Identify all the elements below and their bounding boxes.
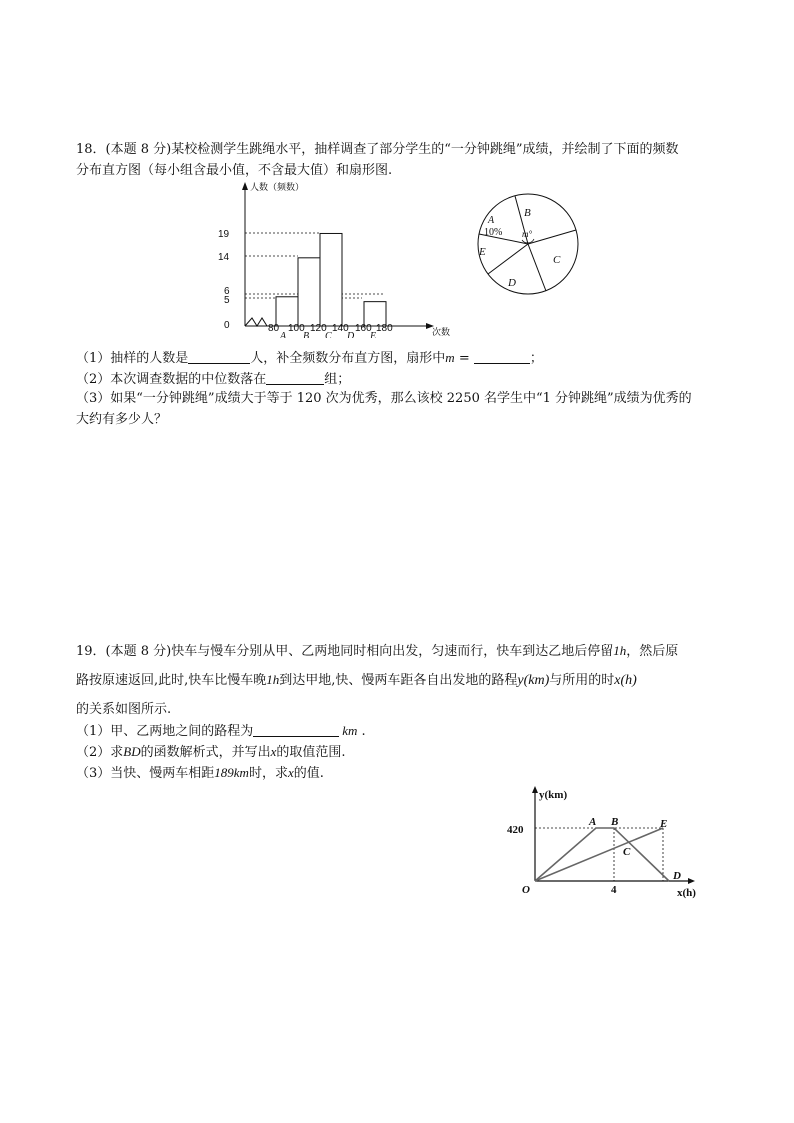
q19-line1 bbox=[76, 644, 678, 658]
q19-line2-x: x(h) bbox=[614, 673, 637, 688]
q18-sub1-prefix: （1）抽样的人数是 bbox=[76, 351, 189, 366]
histogram-bar-c bbox=[320, 233, 342, 326]
graph-x-tick-4: 4 bbox=[611, 884, 617, 896]
pie-label-d: D bbox=[508, 277, 516, 289]
x-tick-100: 100 bbox=[288, 323, 305, 334]
q19-sub1 bbox=[76, 724, 366, 738]
q19-line2-c: 与所用的时 bbox=[549, 673, 615, 688]
pie-divider-b-c bbox=[528, 230, 576, 244]
graph-point-a: A bbox=[589, 816, 597, 828]
graph-y-arrow bbox=[532, 786, 538, 793]
histogram-origin-label: 0 bbox=[224, 320, 230, 331]
graph-x-label: x(h) bbox=[677, 887, 696, 899]
pie-divider-d-c bbox=[528, 244, 546, 291]
q19-line2-y: y(km) bbox=[517, 673, 550, 688]
x-tick-160: 160 bbox=[355, 323, 372, 334]
group-label-a: A bbox=[280, 331, 287, 338]
group-label-d: D bbox=[347, 331, 355, 338]
q19-sub3-prefix: （3）当快、慢两车相距 bbox=[76, 766, 215, 781]
group-label-c: C bbox=[325, 331, 332, 338]
x-tick-180: 180 bbox=[376, 323, 393, 334]
q19-line1-unit: 1h bbox=[613, 643, 627, 658]
q18-sub2-end: 组； bbox=[324, 372, 351, 387]
pie-label-m: m° bbox=[522, 229, 533, 239]
graph-y-tick-420: 420 bbox=[507, 824, 524, 836]
pie-label-e: E bbox=[479, 246, 486, 258]
pie-label-c: C bbox=[553, 254, 561, 266]
q18-blank-median bbox=[266, 372, 324, 385]
q19-line2-unit: 1h bbox=[266, 672, 280, 687]
q18-blank-m bbox=[474, 351, 530, 364]
q19-line3: 的关系如图所示. bbox=[76, 702, 172, 717]
frequency-histogram bbox=[210, 178, 450, 338]
q19-line1-end: ，然后原 bbox=[626, 644, 679, 659]
graph-y-label: y(km) bbox=[539, 789, 568, 801]
y-tick-5: 5 bbox=[224, 295, 230, 306]
graph-x-arrow bbox=[688, 878, 695, 884]
axis-break-zigzag bbox=[245, 318, 267, 326]
q19-sub3-num: 189km bbox=[214, 765, 249, 780]
q19-sub3-end: 的值. bbox=[293, 766, 324, 781]
q18-sub1-middle: 人，补全频数分布直方图，扇形中 bbox=[250, 351, 446, 366]
q19-sub3-middle: 时，求 bbox=[248, 766, 288, 781]
q18-sub2 bbox=[76, 372, 350, 386]
graph-point-c: C bbox=[623, 846, 631, 858]
q19-sub2-end: 的取值范围. bbox=[276, 745, 346, 760]
q18-sub2-prefix: （2）本次调查数据的中位数落在 bbox=[76, 372, 267, 387]
y-tick-14: 14 bbox=[218, 252, 230, 263]
graph-point-b: B bbox=[611, 816, 619, 828]
q18-blank-count bbox=[188, 351, 250, 364]
y-tick-19: 19 bbox=[218, 229, 230, 240]
q19-sub2-prefix: （2）求 bbox=[76, 745, 124, 760]
q18-sub1-m: m bbox=[445, 350, 455, 365]
q19-blank-distance bbox=[253, 724, 339, 737]
q19-sub1-prefix: （1）甲、乙两地之间的路程为 bbox=[76, 724, 254, 739]
q18-sub3-line2: 大约有多少人？ bbox=[76, 412, 168, 427]
group-label-b: B bbox=[303, 331, 310, 338]
q19-line2-text: 路按原速返回,此时,快车比慢车晚 bbox=[76, 673, 267, 688]
q19-line2 bbox=[76, 673, 637, 688]
graph-point-d: D bbox=[673, 870, 681, 882]
graph-point-e: E bbox=[660, 818, 668, 830]
q19-sub1-end: . bbox=[361, 724, 366, 739]
histogram-bars bbox=[276, 233, 386, 326]
q18-sub3-line1: （3）如果“一分钟跳绳”成绩大于等于 120 次为优秀，那么该校 2250 名学生中“1 分钟跳绳”成绩为优秀的 bbox=[76, 391, 692, 406]
q19-sub2 bbox=[76, 745, 346, 759]
q18-line2: 分布直方图（每小组含最小值，不含最大值）和扇形图. bbox=[76, 163, 393, 178]
q19-sub3-x: x bbox=[287, 765, 294, 780]
y-tick-6: 6 bbox=[224, 286, 230, 297]
graph-origin: O bbox=[522, 884, 530, 896]
q19-sub2-middle: 的函数解析式，并写出 bbox=[140, 745, 271, 760]
histogram-y-arrow bbox=[242, 182, 248, 190]
q19-sub3 bbox=[76, 766, 324, 780]
histogram-y-label: 人数（频数） bbox=[250, 182, 305, 192]
group-label-e: E bbox=[370, 331, 377, 338]
histogram-bar-b bbox=[298, 258, 320, 326]
x-tick-140: 140 bbox=[332, 323, 349, 334]
q18-line1: 18．(本题 8 分)某校检测学生跳绳水平，抽样调查了部分学生的“一分钟跳绳”成绩，并绘制了下面的频数 bbox=[76, 142, 679, 157]
q18-sub1-eq: = bbox=[454, 351, 474, 366]
pie-label-b: B bbox=[524, 207, 531, 219]
x-tick-120: 120 bbox=[310, 323, 327, 334]
histogram-x-label: 次数 bbox=[432, 327, 450, 337]
pie-label-a-percent: 10% bbox=[484, 227, 503, 238]
q19-sub1-unit: km bbox=[342, 723, 358, 738]
q18-sub1-end: ； bbox=[529, 351, 543, 366]
x-tick-80: 80 bbox=[268, 323, 280, 334]
q18-sub1 bbox=[76, 351, 543, 365]
q19-sub2-bd: BD bbox=[123, 744, 141, 759]
distance-time-graph bbox=[505, 783, 705, 908]
pie-divider-e-d bbox=[488, 244, 528, 274]
q19-line1-text: 19．(本题 8 分)快车与慢车分别从甲、乙两地同时相向出发，匀速而行，快车到达乙地后停留 bbox=[76, 644, 614, 659]
pie-label-a: A bbox=[488, 215, 495, 226]
slow-car-line bbox=[535, 828, 663, 881]
pie-chart bbox=[470, 192, 610, 302]
q19-sub2-x: x bbox=[270, 744, 277, 759]
histogram-bar-a bbox=[276, 297, 298, 326]
q19-line2-b: 到达甲地,快、慢两车距各自出发地的路程 bbox=[279, 673, 518, 688]
